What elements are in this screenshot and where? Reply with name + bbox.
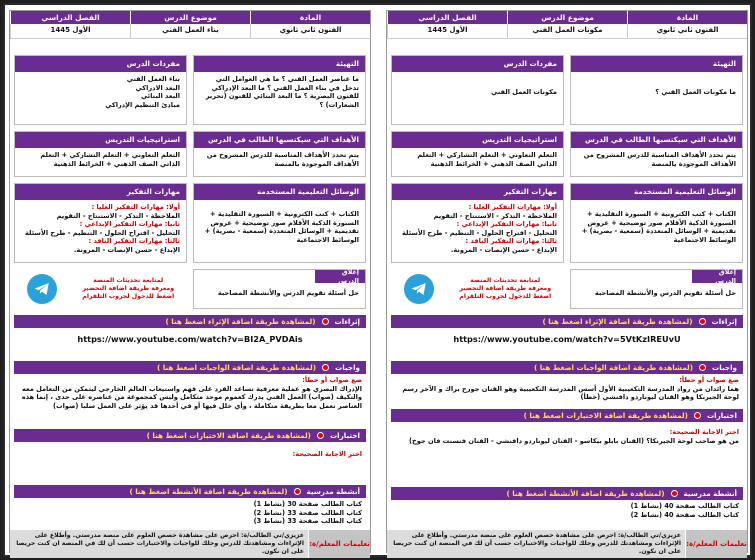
promo-line: اضغط للدخول لجروب التلقرام — [459, 293, 552, 301]
header-subject-label: المادة — [250, 11, 370, 24]
closing-title: إغلاق الدرس — [692, 270, 742, 283]
footer-text: عزيزي/تي الطالب/ة: احرص على مشاهدة حصص العلوم على منصة مدرستي. وأطلاع على الإثراءات ومشاهدتك للدرس وحلك للواجبات والاختبارات حسب أن لك في المنصة ان كنت حريصا على ان نكون. — [387, 530, 685, 558]
lesson-item: البعد الادراكي — [135, 83, 180, 92]
homework-title: واجبات — [335, 362, 360, 372]
thinking-heading: أولا: مهارات التفكير العليا : — [91, 203, 180, 211]
activity-item: كتاب الطالب صفحة 33 (نشاط 3) — [253, 517, 362, 526]
red-dot-icon — [694, 412, 701, 419]
lesson-item: مبادئ التنظيم الإدراكي — [105, 100, 180, 109]
homework-strip[interactable] — [14, 361, 366, 374]
red-dot-icon — [699, 318, 706, 325]
closing-section — [193, 269, 366, 309]
enrich-title: إثراءات — [334, 316, 360, 326]
strategies-text: التعلم التعاوني + التعلم التشاركي + التعلم الذاتي الصف الذهني + الخرائط الذهنية — [40, 151, 180, 168]
lesson-items-section — [391, 55, 564, 125]
lesson-item: مكونات العمل الفني — [491, 88, 557, 96]
promo-line: لمتابعة تحديثات المنصة — [470, 276, 541, 284]
tests-heading: اختر الاجابة الصحيحة: — [669, 428, 739, 436]
homework-help-link[interactable]: (لمشاهدة طريقة اضافة الواجبات اضغط هنا ) — [156, 362, 317, 372]
thinking-title: مهارات التفكير — [392, 184, 563, 200]
thinking-heading: ثانيا: مهارات التفكير الإبداعي : — [456, 220, 557, 229]
closing-text: حل أسئلة تقويم الدرس والأنشطة المصاحبة — [594, 289, 736, 297]
enrich-video-link[interactable]: https://www.youtube.com/watch?v=BI2A_PVDAis — [77, 334, 303, 344]
enrich-strip[interactable] — [14, 315, 366, 328]
telegram-icon[interactable] — [27, 274, 57, 304]
homework-text: هما رائدان من رواد المدرسة التكعيبية الأول أسس المدرسة التكعيبية وهو الفنان جورج براك و الآخر رسم لوحة الجيرنكا وهو الفنان ليوناردو دافنشي (خطأ) — [402, 384, 739, 402]
strategies-title: استراتيجيات التدريس — [15, 132, 186, 148]
aids-text: الكتاب + كتب الكترونية + السبورة التقليدية + السبورة الذكية الأقلام صور توضيحية + عروض تقديمية + الوسائل المتعددة (سمعية - بصرية) + الوسائط الاجتماعية — [204, 210, 359, 244]
thinking-section — [391, 183, 564, 263]
lesson-items-title: مفردات الدرس — [15, 56, 186, 72]
closing-title: إغلاق الدرس — [315, 270, 365, 283]
telegram-icon[interactable] — [404, 274, 434, 304]
aids-title: الوسائل التعليمية المستخدمة — [194, 184, 365, 200]
page-header — [387, 11, 747, 39]
promo-line: ومعرفة طريقة اضافة التحضير — [459, 284, 552, 292]
activity-item: كتاب الطالب صفحة 40 (نشاط 1) — [630, 502, 739, 510]
enrich-help-link[interactable]: (لمشاهدة طريقة اضافة الإثراء اضغط هنا ) — [542, 316, 693, 326]
lesson-page-left — [9, 10, 371, 556]
goals-text: يتم تحدد الأهداف المناسبة للدرس المشروح من الأهداف الموجودة بالمنصة — [206, 151, 359, 168]
red-dot-icon — [322, 318, 329, 325]
homework-section — [14, 361, 366, 412]
red-dot-icon — [671, 490, 678, 497]
tests-help-link[interactable]: (لمشاهدة طريقة اضافة الاختبارات اضغط هنا ) — [146, 430, 311, 440]
intro-row — [14, 55, 366, 125]
activities-help-link[interactable]: (لمشاهدة طريقة اضافة الأنشطة اضغط هنا ) — [506, 488, 665, 498]
lesson-items-title: مفردات الدرس — [392, 56, 563, 72]
intro-text: ما مكونات العمل الفني ؟ — [655, 88, 736, 96]
promo-line: لمتابعة تحديثات المنصة — [93, 276, 164, 284]
enrich-section — [14, 315, 366, 351]
activities-help-link[interactable]: (لمشاهدة طريقة اضافة الأنشطة اضغط هنا ) — [129, 486, 288, 496]
promo-line: اضغط للدخول لجروب التلقرام — [82, 293, 175, 301]
thinking-heading: ثالثا: مهارات التفكير الناقد : — [88, 237, 180, 246]
goals-section — [193, 131, 366, 177]
aids-section — [570, 183, 743, 263]
thinking-heading: ثانيا: مهارات التفكير الإبداعي : — [79, 220, 180, 229]
header-term-value: الأول 1445 — [10, 24, 130, 39]
thinking-section — [14, 183, 187, 263]
intro-title: التهيئة — [571, 56, 742, 72]
goals-title: الأهداف التي سيكتسبها الطالب في الدرس — [571, 132, 742, 148]
lesson-item: بناء العمل الفني — [126, 75, 180, 83]
thinking-line: التحليل - اقتراح الحلول - التنظيم - طرح الأسئلة — [25, 228, 180, 237]
activities-strip[interactable] — [391, 487, 743, 500]
header-term-value: الأول 1445 — [387, 24, 507, 39]
aids-text: الكتاب + كتب الكترونية + السبورة التقليدية + السبورة الذكية الأقلام صور توضيحية + عروض تقديمية + الوسائل المتعددة (سمعية - بصرية) + الوسائط الاجتماعية — [581, 210, 736, 244]
homework-help-link[interactable]: (لمشاهدة طريقة اضافة الواجبات اضغط هنا ) — [533, 362, 694, 372]
goals-row — [14, 131, 366, 177]
activity-item: كتاب الطالب صفحة 33 (نشاط 2) — [253, 508, 362, 517]
enrich-video-link[interactable]: https://www.youtube.com/watch?v=5VtKzIREUvU — [453, 334, 681, 344]
strategies-title: استراتيجيات التدريس — [392, 132, 563, 148]
header-subject-value: الفنون ثاني ثانوي — [250, 24, 370, 39]
closing-section — [570, 269, 743, 309]
aids-row — [14, 183, 366, 263]
closing-text: حل أسئلة تقويم الدرس والأنشطة المصاحبة — [217, 289, 359, 297]
activities-title: أنشطة مدرسية — [306, 486, 360, 496]
goals-title: الأهداف التي سيكتسبها الطالب في الدرس — [194, 132, 365, 148]
intro-row — [391, 55, 743, 125]
intro-section — [570, 55, 743, 125]
thinking-line: الملاحظة - التذكر - الاستنتاج - التقويم — [56, 211, 180, 220]
header-topic-value: بناء العمل الفني — [130, 24, 250, 39]
telegram-promo[interactable] — [14, 269, 187, 309]
activity-item: كتاب الطالب صفحة 30 (نشاط 1) — [253, 500, 362, 508]
red-dot-icon — [699, 364, 706, 371]
thinking-line: الملاحظة - التذكر - الاستنتاج - التقويم — [433, 211, 557, 220]
tests-title: اختبارات — [329, 430, 360, 440]
enrich-strip[interactable] — [391, 315, 743, 328]
footer-label: تعليمات المعلم/ة: — [308, 530, 370, 558]
red-dot-icon — [294, 488, 301, 495]
tests-title: اختبارات — [706, 410, 737, 420]
document-frame — [3, 3, 752, 557]
enrich-help-link[interactable]: (لمشاهدة طريقة اضافة الإثراء اضغط هنا ) — [165, 316, 316, 326]
aids-row — [391, 183, 743, 263]
red-dot-icon — [322, 364, 329, 371]
thinking-line: التحليل - اقتراح الحلول - التنظيم - طرح الأسئلة — [402, 228, 557, 237]
header-term-label: الفصل الدراسي — [10, 11, 130, 24]
homework-heading: ضع صواب أو خطأ: — [302, 376, 362, 384]
header-topic-label: موضوع الدرس — [507, 11, 627, 24]
lesson-items-section — [14, 55, 187, 125]
tests-section — [391, 409, 743, 451]
thinking-title: مهارات التفكير — [15, 184, 186, 200]
footer-label: تعليمات المعلم/ة: — [685, 530, 747, 558]
tests-section — [14, 429, 366, 467]
closing-row — [391, 269, 743, 309]
lesson-page-right — [386, 10, 748, 556]
lesson-item: البعد البنائي — [141, 92, 180, 101]
header-term-label: الفصل الدراسي — [387, 11, 507, 24]
intro-section — [193, 55, 366, 125]
closing-row — [14, 269, 366, 309]
homework-section — [391, 361, 743, 404]
homework-text: الإدراك البصري هو عملية معرفية تساعد الفرد على فهم واستيعاب العالم الخارجي ليتمكن من التعامل معه والتكيف (صواب) العمل الفني يدرك كعموم موحد متكامل وليس كمجموعة من عناصره على حدى ، إنما هذه العناصر تعمل معا بطريقة متكاملة ، وأي خلل فيها أو في أحدها قد يؤثر على العمل سلبا (صواب) — [21, 384, 362, 410]
tests-text: من هو صاحب لوحة الجيرنكا؟ (الفنان بابلو بيكاسو - الفنان ليوناردو دافنشي - الفنان فنسنت فان جوخ) — [409, 436, 739, 445]
homework-title: واجبات — [712, 362, 737, 372]
red-dot-icon — [317, 432, 324, 439]
goals-text: يتم تحدد الأهداف المناسبة للدرس المشروح من الأهداف الموجودة بالمنصة — [583, 151, 736, 168]
header-subject-label: المادة — [627, 11, 747, 24]
header-topic-label: موضوع الدرس — [130, 11, 250, 24]
homework-strip[interactable] — [391, 361, 743, 374]
footer-text: عزيزي/تي الطالب/ة: احرص على مشاهدة حصص العلوم على منصة مدرستي. وأطلاع على الإثراءات ومشاهدتك للدرس وحلك للواجبات والاختبارات حسب أن لك في المنصة ان كنت حريصا على ان نكون. — [10, 530, 308, 558]
header-subject-value: الفنون ثاني ثانوي — [627, 24, 747, 39]
intro-text: ما عناصر العمل الفني ؟ ما هي العوامل التي تدخل في بناء العمل الفني ؟ ما البعد الإدراكي للفنون البصرية ؟ ما البعد البنائي للفنون (تحرير الشعارات) ؟ — [205, 75, 359, 109]
tests-strip[interactable] — [391, 409, 743, 422]
tests-help-link[interactable]: (لمشاهدة طريقة اضافة الاختبارات اضغط هنا ) — [523, 410, 688, 420]
activities-strip[interactable] — [14, 485, 366, 498]
header-topic-value: مكونات العمل الفني — [507, 24, 627, 39]
activity-item: كتاب الطالب صفحة 40 (نشاط 2) — [630, 510, 739, 519]
teacher-instructions — [10, 530, 370, 556]
activities-section — [14, 485, 366, 528]
tests-text: اختر الاجابة الصحيحة: — [292, 450, 362, 458]
thinking-line: الإبداع - حسن الإنصات - المرونة. — [73, 245, 180, 254]
aids-title: الوسائل التعليمية المستخدمة — [571, 184, 742, 200]
activities-title: أنشطة مدرسية — [683, 488, 737, 498]
tests-strip[interactable] — [14, 429, 366, 442]
strategies-section — [391, 131, 564, 177]
enrich-section — [391, 315, 743, 351]
thinking-heading: أولا: مهارات التفكير العليا : — [468, 203, 557, 211]
strategies-section — [14, 131, 187, 177]
homework-heading: ضع صواب أو خطأ: — [679, 376, 739, 384]
goals-row — [391, 131, 743, 177]
thinking-heading: ثالثا: مهارات التفكير الناقد : — [465, 237, 557, 246]
activities-section — [391, 487, 743, 521]
strategies-text: التعلم التعاوني + التعلم التشاركي + التعلم الذاتي الصف الذهني + الخرائط الذهنية — [417, 151, 557, 168]
intro-title: التهيئة — [194, 56, 365, 72]
aids-section — [193, 183, 366, 263]
teacher-instructions — [387, 530, 747, 556]
promo-line: ومعرفة طريقة اضافة التحضير — [82, 284, 175, 292]
telegram-promo[interactable] — [391, 269, 564, 309]
page-header — [10, 11, 370, 39]
enrich-title: إثراءات — [711, 316, 737, 326]
thinking-line: الإبداع - حسن الإنصات - المرونة. — [450, 245, 557, 254]
goals-section — [570, 131, 743, 177]
